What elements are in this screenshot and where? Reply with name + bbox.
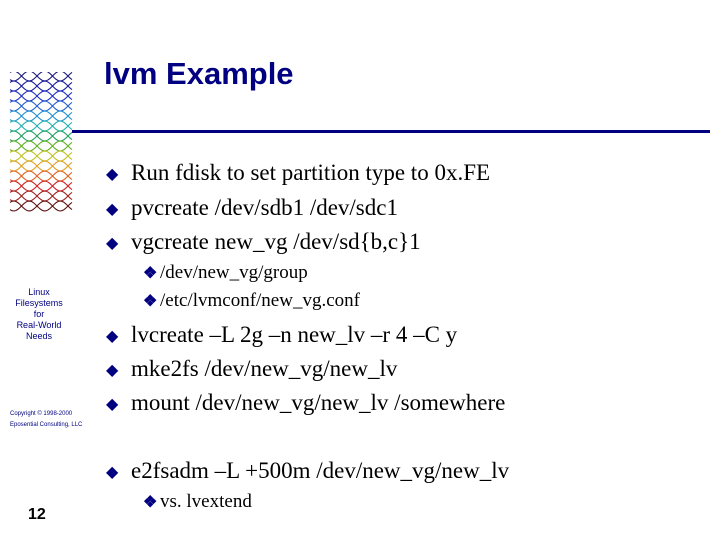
slide-number: 12: [28, 506, 46, 523]
diamond-bullet-icon: ◆: [106, 166, 119, 183]
sub-bullet-item: [143, 491, 252, 513]
bullet-item: [106, 356, 397, 382]
bullet-text: Run fdisk to set partition type to 0x.FE: [131, 160, 491, 185]
diamond-bullet-icon: ◆: [106, 362, 119, 379]
bullet-text: mke2fs /dev/new_vg/new_lv: [131, 356, 398, 381]
bullet-item: [106, 195, 398, 221]
sub-bullet-text: /dev/new_vg/group: [160, 262, 308, 283]
bullet-item: [106, 390, 505, 416]
diamond-bullet-icon: ◆: [106, 201, 119, 218]
diamond-bullet-icon: ◆: [106, 235, 119, 252]
sub-bullet-item: [143, 262, 308, 284]
copyright-line: Copyright © 1998-2000: [10, 411, 73, 417]
bullet-text: mount /dev/new_vg/new_lv /somewhere: [131, 390, 506, 415]
title-divider: [72, 130, 710, 133]
copyright-line: Eposential Consulting, LLC: [10, 422, 83, 428]
side-caption: [6, 287, 72, 342]
copyright-notice: [10, 409, 82, 431]
bullet-item: [106, 160, 490, 186]
sub-bullet-text: /etc/lvmconf/new_vg.conf: [160, 290, 360, 311]
diamond-bullet-icon: ◆: [106, 328, 119, 345]
bullet-item: [106, 229, 421, 255]
clover-bullet-icon: ❖: [143, 293, 158, 310]
side-caption-line: Linux: [28, 287, 50, 297]
side-caption-line: Needs: [25, 331, 52, 341]
bullet-item: [106, 458, 509, 484]
bullet-text: lvcreate –L 2g –n new_lv –r 4 –C y: [131, 322, 458, 347]
bullet-text: e2fsadm –L +500m /dev/new_vg/new_lv: [131, 458, 510, 483]
diamond-bullet-icon: ◆: [106, 464, 119, 481]
diamond-bullet-icon: ◆: [106, 396, 119, 413]
side-caption-line: Real-World: [16, 320, 62, 330]
side-caption-line: for: [33, 309, 45, 319]
clover-bullet-icon: ❖: [143, 265, 158, 282]
bullet-item: [106, 322, 457, 348]
bullet-text: vgcreate new_vg /dev/sd{b,c}1: [131, 229, 421, 254]
sub-bullet-text: vs. lvextend: [160, 491, 252, 512]
sub-bullet-item: [143, 290, 360, 312]
slide-title: lvm Example: [104, 56, 294, 91]
bullet-text: pvcreate /dev/sdb1 /dev/sdc1: [131, 195, 398, 220]
wave-pattern-logo: [6, 72, 76, 227]
clover-bullet-icon: ❖: [143, 494, 158, 511]
side-caption-line: Filesystems: [15, 298, 63, 308]
